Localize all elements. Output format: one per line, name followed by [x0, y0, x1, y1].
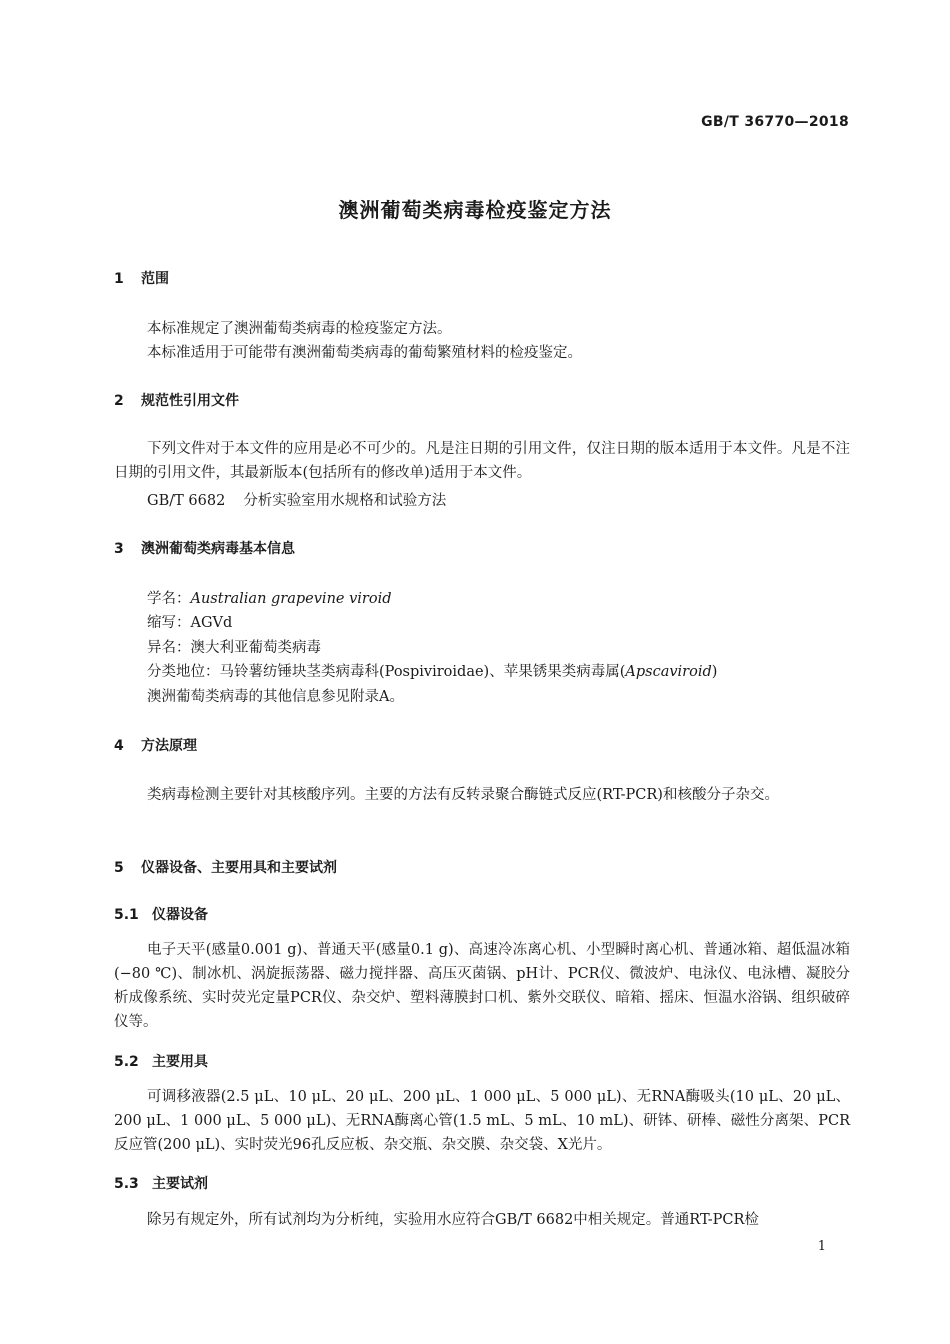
- section-heading-equipment: [114, 857, 337, 877]
- reference-code: GB/T 6682: [147, 493, 226, 509]
- section-title: 仪器设备、主要用具和主要试剂: [141, 860, 337, 876]
- references-paragraph: 下列文件对于本文件的应用是必不可少的。凡是注日期的引用文件，仅注日期的版本适用于本文件。凡是不注日期的引用文件，其最新版本(包括所有的修改单)适用于本文件。: [114, 441, 850, 481]
- field-label: 缩写：: [147, 615, 191, 631]
- section-heading-principle: [114, 735, 197, 755]
- field-label: 学名：: [147, 591, 191, 607]
- taxonomy-genus: Apscaviroid: [625, 664, 712, 680]
- reference-name: 分析实验室用水规格和试验方法: [243, 493, 447, 509]
- subsection-heading-utensils: [114, 1051, 208, 1071]
- principle-paragraph: 类病毒检测主要针对其核酸序列。主要的方法有反转录聚合酶链式反应(RT-PCR)和核酸分子杂交。: [147, 787, 779, 803]
- section-title: 规范性引用文件: [141, 393, 239, 409]
- section-heading-scope: [114, 268, 169, 288]
- document-title: 澳洲葡萄类病毒检疫鉴定方法: [338, 198, 612, 222]
- scientific-name-line: [147, 587, 392, 608]
- section-title: 范围: [141, 271, 169, 287]
- instruments-paragraph: 电子天平(感量0.001 g)、普通天平(感量0.1 g)、高速冷冻离心机、小型瞬时离心机、普通冰箱、超低温冰箱(−80 ℃)、制冰机、涡旋振荡器、磁力搅拌器、高压灭菌锅、pH计、PCR仪、微波炉、电泳仪、电泳槽、凝胶分析成像系统、实时荧光定量PCR仪、杂交炉、塑料薄膜封口机、紫外交联仪、暗箱、摇床、恒温水浴锅、组织破碎仪等。: [114, 942, 850, 1030]
- section-number: 5: [114, 860, 124, 876]
- field-label: 异名：: [147, 640, 191, 656]
- section-title: 澳洲葡萄类病毒基本信息: [141, 541, 295, 557]
- subsection-title: 主要试剂: [152, 1176, 208, 1192]
- subsection-title: 主要用具: [152, 1054, 208, 1070]
- scope-line-1: 本标准规定了澳洲葡萄类病毒的检疫鉴定方法。: [147, 321, 452, 337]
- section-heading-references: [114, 390, 239, 410]
- reagents-paragraph: 除另有规定外，所有试剂均为分析纯，实验用水应符合GB/T 6682中相关规定。普通RT-PCR检: [147, 1212, 759, 1228]
- utensils-paragraph: 可调移液器(2.5 μL、10 μL、20 μL、200 μL、1 000 μL、5 000 μL)、无RNA酶吸头(10 μL、20 μL、200 μL、1 000 μL、5 000 μL)、无RNA酶离心管(1.5 mL、5 mL、10 mL)、研钵、研棒、磁性分离架、PCR反应管(200 μL)、实时荧光96孔反应板、杂交瓶、杂交膜、杂交袋、X光片。: [114, 1089, 850, 1153]
- section-title: 方法原理: [141, 738, 197, 754]
- subsection-heading-reagents: [114, 1173, 208, 1193]
- page-number: 1: [817, 1239, 826, 1254]
- abbreviation-line: [147, 611, 232, 632]
- basic-info-note: 澳洲葡萄类病毒的其他信息参见附录A。: [147, 689, 404, 705]
- subsection-heading-instruments: [114, 904, 208, 924]
- subsection-number: 5.2: [114, 1054, 139, 1070]
- alias-line: [147, 636, 321, 657]
- section-number: 2: [114, 393, 124, 409]
- field-label: 分类地位：: [147, 664, 220, 680]
- section-number: 4: [114, 738, 124, 754]
- scope-line-2: 本标准适用于可能带有澳洲葡萄类病毒的葡萄繁殖材料的检疫鉴定。: [147, 345, 582, 361]
- section-number: 1: [114, 271, 124, 287]
- taxonomy-family: 马铃薯纺锤块茎类病毒科(Pospiviroidae)、苹果锈果类病毒属(: [219, 664, 626, 680]
- subsection-title: 仪器设备: [152, 907, 208, 923]
- taxonomy-close: ): [711, 664, 718, 680]
- scientific-name: Australian grapevine viroid: [190, 591, 392, 607]
- section-heading-basic-info: [114, 538, 295, 558]
- section-number: 3: [114, 541, 124, 557]
- subsection-number: 5.3: [114, 1176, 139, 1192]
- standard-code: GB/T 36770—2018: [701, 114, 849, 130]
- reference-entry: [147, 489, 446, 510]
- abbreviation: AGVd: [190, 615, 233, 631]
- subsection-number: 5.1: [114, 907, 139, 923]
- alias: 澳大利亚葡萄类病毒: [190, 640, 321, 656]
- taxonomy-line: [147, 660, 717, 681]
